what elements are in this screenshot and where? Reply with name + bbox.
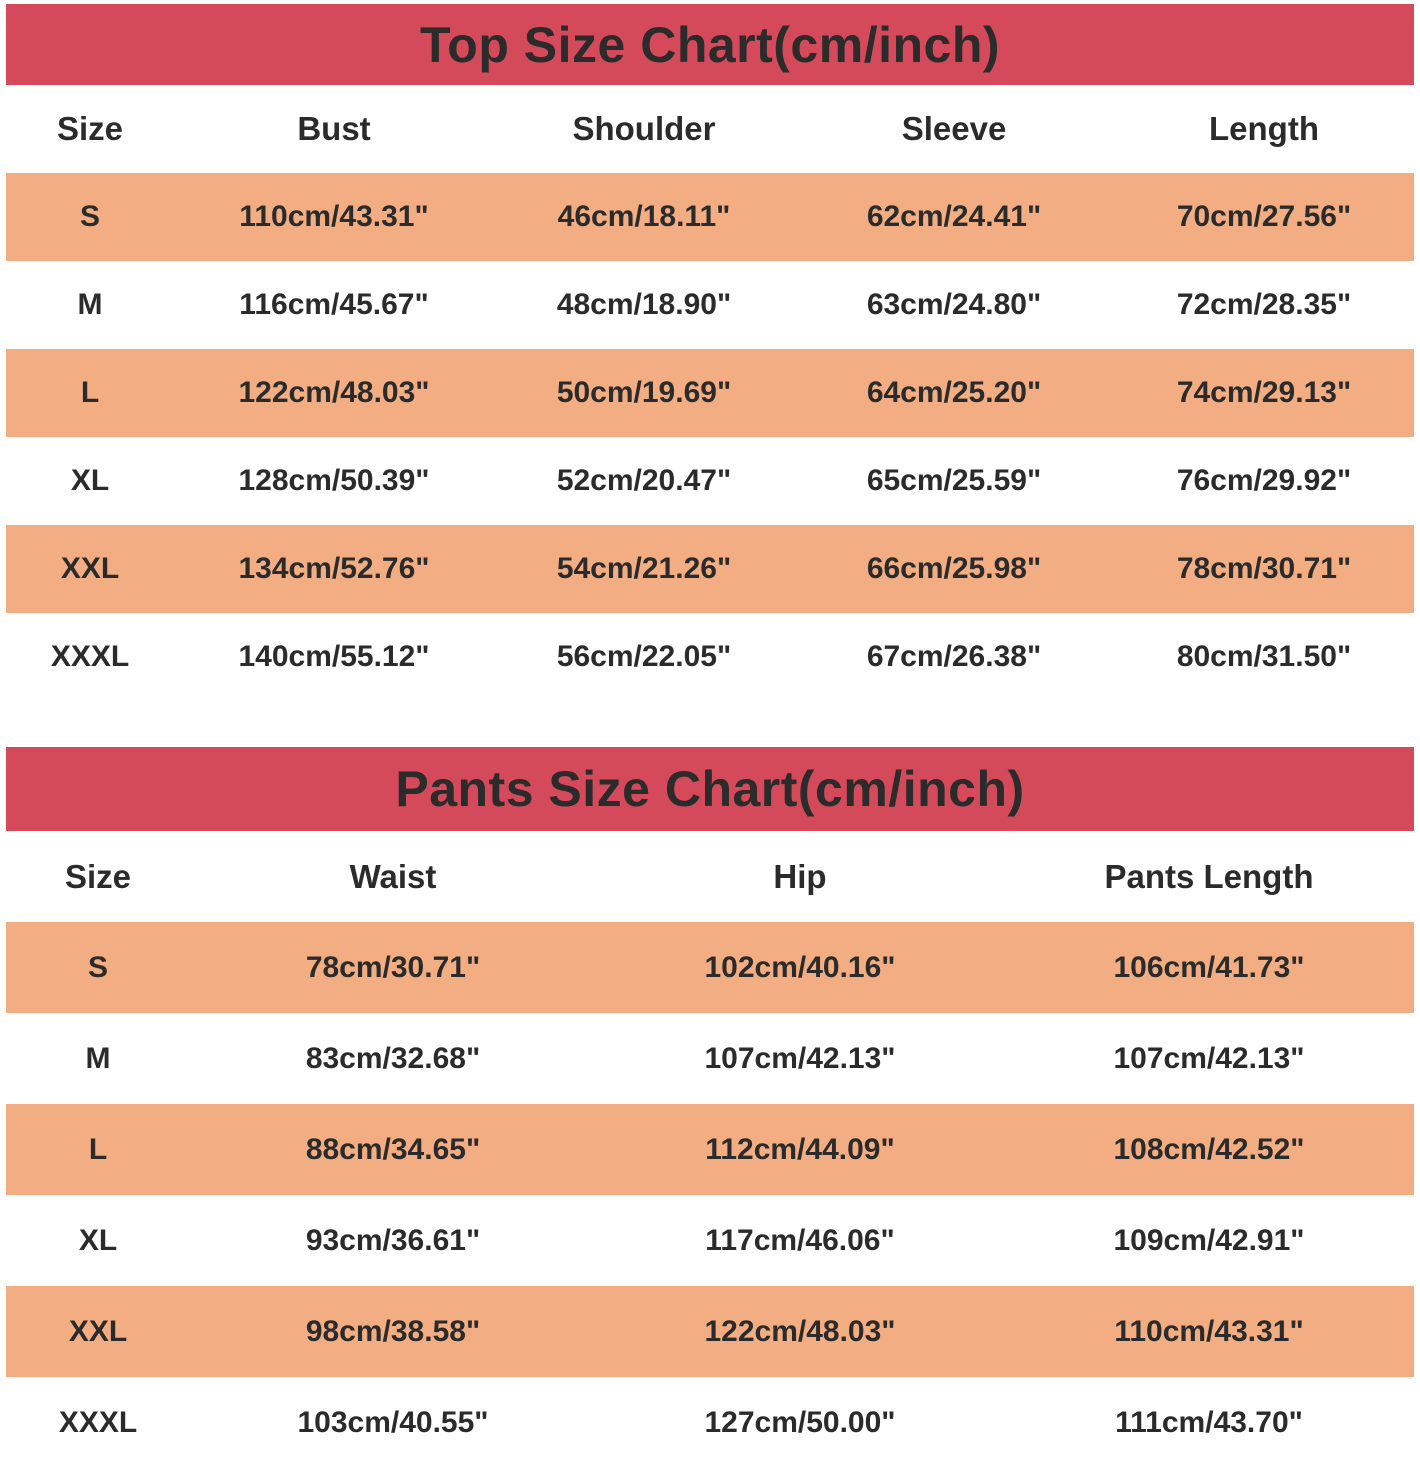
shoulder-cell: 50cm/19.69"	[556, 376, 732, 409]
header-hip: Hip	[773, 857, 827, 895]
size-cell: XL	[70, 464, 110, 497]
header-size: Size	[64, 857, 132, 895]
waist-cell: 88cm/34.65"	[305, 1132, 481, 1166]
shoulder-cell: 48cm/18.90"	[556, 288, 732, 321]
size-cell: S	[79, 200, 100, 233]
hip-cell: 107cm/42.13"	[704, 1041, 896, 1075]
waist-cell: 103cm/40.55"	[297, 1405, 489, 1439]
size-cell: M	[77, 288, 103, 321]
table-row	[6, 922, 1414, 1013]
hip-cell: 112cm/44.09"	[705, 1132, 895, 1166]
table-row	[6, 1013, 1414, 1104]
pants-length-cell: 106cm/41.73"	[1113, 950, 1305, 984]
sleeve-cell: 67cm/26.38"	[866, 640, 1042, 673]
pants-length-cell: 108cm/42.52"	[1113, 1132, 1305, 1166]
table-row	[6, 1377, 1414, 1468]
header-size: Size	[56, 110, 124, 147]
length-cell: 78cm/30.71"	[1176, 552, 1352, 585]
hip-cell: 122cm/48.03"	[704, 1314, 896, 1348]
waist-cell: 98cm/38.58"	[305, 1314, 481, 1348]
pants-chart-title: Pants Size Chart(cm/inch)	[6, 747, 1414, 831]
header-pants-length: Pants Length	[1104, 857, 1314, 895]
sleeve-cell: 63cm/24.80"	[866, 288, 1042, 321]
table-row	[6, 525, 1414, 613]
header-length: Length	[1209, 110, 1319, 147]
sleeve-cell: 64cm/25.20"	[866, 376, 1042, 409]
hip-cell: 102cm/40.16"	[704, 950, 896, 984]
waist-cell: 78cm/30.71"	[305, 950, 481, 984]
pants-length-cell: 109cm/42.91"	[1113, 1223, 1305, 1257]
bust-cell: 128cm/50.39"	[238, 464, 430, 497]
table-row	[6, 613, 1414, 701]
bust-cell: 134cm/52.76"	[238, 552, 430, 585]
bust-cell: 140cm/55.12"	[238, 640, 430, 673]
pants-size-chart	[6, 747, 1414, 1468]
table-row	[6, 437, 1414, 525]
pants-length-cell: 107cm/42.13"	[1113, 1041, 1305, 1075]
shoulder-cell: 54cm/21.26"	[556, 552, 732, 585]
header-shoulder: Shoulder	[572, 110, 716, 147]
size-cell: L	[88, 1132, 108, 1166]
header-sleeve: Sleeve	[901, 110, 1007, 147]
length-cell: 72cm/28.35"	[1176, 288, 1352, 321]
sleeve-cell: 62cm/24.41"	[866, 200, 1042, 233]
size-cell: XL	[78, 1223, 118, 1257]
size-cell: XXXL	[58, 1405, 138, 1439]
table-row	[6, 349, 1414, 437]
hip-cell: 127cm/50.00"	[704, 1405, 896, 1439]
bust-cell: 116cm/45.67"	[239, 288, 429, 321]
pants-chart-header-row	[6, 831, 1414, 922]
top-chart-title: Top Size Chart(cm/inch)	[6, 4, 1414, 85]
bust-cell: 110cm/43.31"	[239, 200, 429, 233]
size-cell: XXXL	[50, 640, 130, 673]
sleeve-cell: 65cm/25.59"	[866, 464, 1042, 497]
length-cell: 74cm/29.13"	[1176, 376, 1352, 409]
size-cell: XXL	[60, 552, 120, 585]
waist-cell: 83cm/32.68"	[305, 1041, 481, 1075]
size-cell: M	[85, 1041, 111, 1075]
header-waist: Waist	[349, 857, 437, 895]
top-size-chart	[6, 4, 1414, 701]
length-cell: 70cm/27.56"	[1176, 200, 1352, 233]
length-cell: 76cm/29.92"	[1176, 464, 1352, 497]
table-row	[6, 1195, 1414, 1286]
shoulder-cell: 56cm/22.05"	[556, 640, 732, 673]
table-row	[6, 1286, 1414, 1377]
pants-length-cell: 110cm/43.31"	[1114, 1314, 1304, 1348]
size-cell: L	[80, 376, 100, 409]
waist-cell: 93cm/36.61"	[305, 1223, 481, 1257]
sleeve-cell: 66cm/25.98"	[866, 552, 1042, 585]
table-row	[6, 1104, 1414, 1195]
table-row	[6, 173, 1414, 261]
header-bust: Bust	[297, 110, 371, 147]
bust-cell: 122cm/48.03"	[238, 376, 430, 409]
size-cell: XXL	[68, 1314, 128, 1348]
shoulder-cell: 46cm/18.11"	[557, 200, 731, 233]
pants-length-cell: 111cm/43.70"	[1115, 1405, 1303, 1439]
top-chart-header-row	[6, 85, 1414, 173]
size-cell: S	[87, 950, 108, 984]
shoulder-cell: 52cm/20.47"	[556, 464, 732, 497]
table-row	[6, 261, 1414, 349]
length-cell: 80cm/31.50"	[1176, 640, 1352, 673]
hip-cell: 117cm/46.06"	[705, 1223, 895, 1257]
